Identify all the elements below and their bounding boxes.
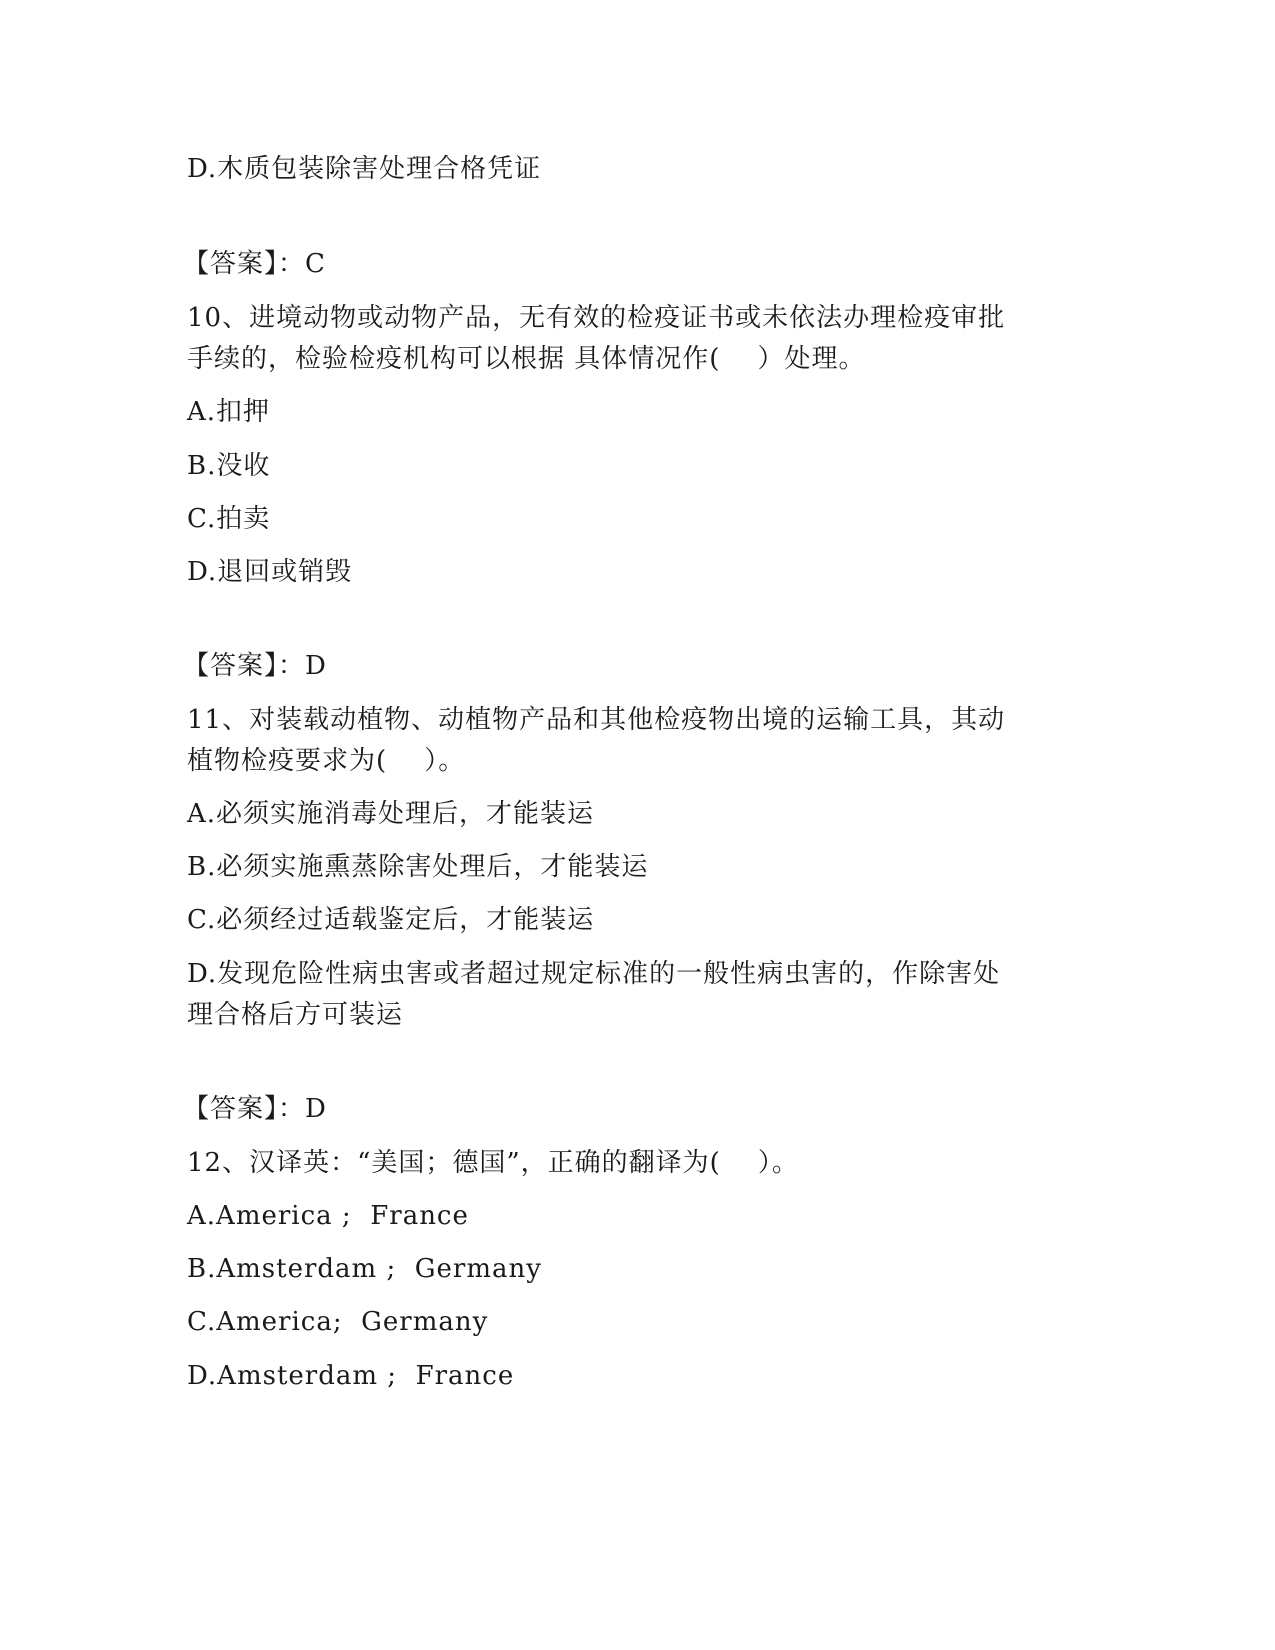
q9-option-d: D.木质包装除害处理合格凭证 (187, 154, 542, 184)
q10-option-b: B.没收 (187, 451, 271, 481)
q12-option-b: B.Amsterdam ; Germany (187, 1254, 542, 1284)
q9-answer: 【答案】：C (183, 249, 326, 279)
q10-option-a: A.扣押 (187, 397, 271, 427)
q11-option-c: C.必须经过适载鉴定后，才能装运 (187, 905, 595, 935)
q10-option-d: D.退回或销毁 (187, 557, 353, 587)
q10-answer: 【答案】：D (183, 651, 327, 681)
q10-stem-line2: 手续的，检验检疫机构可以根据 具体情况作( ）处理。 (187, 344, 866, 374)
q11-stem-line2: 植物检疫要求为( ）。 (187, 746, 466, 776)
q12-option-d: D.Amsterdam ; France (187, 1361, 515, 1391)
q11-option-a: A.必须实施消毒处理后，才能装运 (187, 799, 595, 829)
q12-option-c: C.America; Germany (187, 1307, 489, 1337)
q11-answer: 【答案】：D (183, 1094, 327, 1124)
q12-option-a: A.America ; France (187, 1201, 469, 1231)
q11-option-d-line2: 理合格后方可装运 (187, 1000, 404, 1030)
q11-option-d-line1: D.发现危险性病虫害或者超过规定标准的一般性病虫害的，作除害处 (187, 959, 1001, 989)
q10-option-c: C.拍卖 (187, 504, 271, 534)
q12-stem: 12、汉译英：“美国；德国”，正确的翻译为( ）。 (187, 1148, 799, 1178)
q10-stem-line1: 10、进境动物或动物产品，无有效的检疫证书或未依法办理检疫审批 (187, 303, 1006, 333)
q11-stem-line1: 11、对装载动植物、动植物产品和其他检疫物出境的运输工具，其动 (187, 705, 1006, 735)
q11-option-b: B.必须实施熏蒸除害处理后，才能装运 (187, 852, 649, 882)
